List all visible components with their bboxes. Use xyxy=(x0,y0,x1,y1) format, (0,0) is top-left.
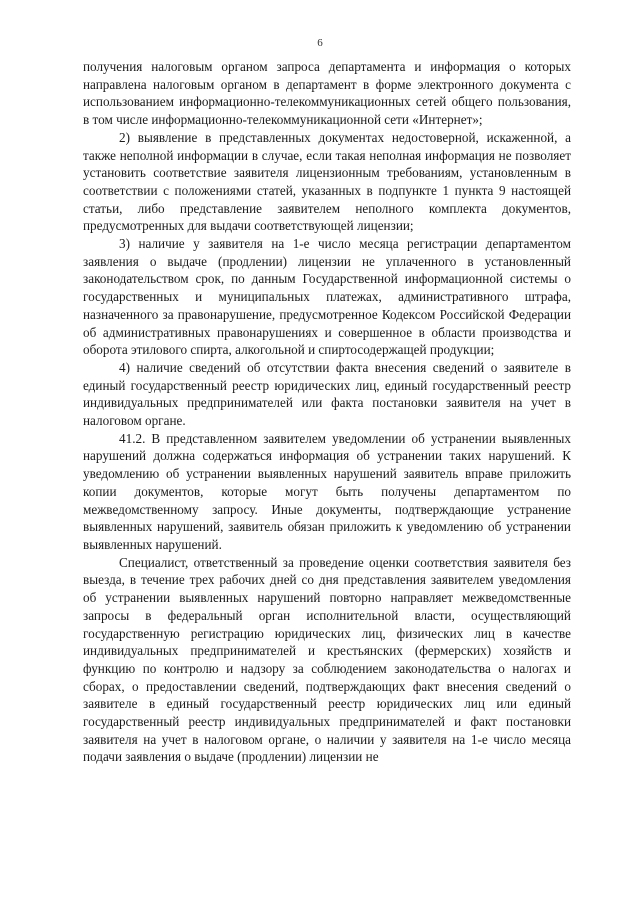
document-body xyxy=(83,58,571,766)
page-number: 6 xyxy=(317,37,323,49)
paragraph-41-2: 41.2. В представленном заявителем уведомлении об устранении выявленных нарушений должна содержаться информация об устранении таких нарушений. К уведомлению об устранении выявленных нарушений заявитель вправе приложить копии документов, которые могут быть получены департаментом по межведомственному запросу. Иные документы, подтверждающие устранение выявленных нарушений, заявитель обязан приложить к уведомлению об устранении выявленных нарушений. xyxy=(83,430,571,552)
paragraph-continuation: получения налоговым органом запроса департамента и информация о которых направлена налоговым органом в департамент в форме электронного документа с использованием информационно-телекоммуникационных сетей общего пользования, в том числе информационно-телекоммуникационной сети «Интернет»; xyxy=(83,59,571,128)
paragraph-specialist: Специалист, ответственный за проведение оценки соответствия заявителя без выезда, в течение трех рабочих дней со дня представления заявителем уведомления об устранении выявленных нарушений повторно направляет межведомственные запросы в федеральный орган исполнительной власти, осуществляющий государственную регистрацию юридических лиц, физических лиц в качестве индивидуальных предпринимателей и крестьянских (фермерских) хозяйств и функцию по контролю и надзору за соблюдением законодательства о налогах и сборах, о предоставлении сведений, подтверждающих факт внесения сведений о заявителе в единый государственный реестр юридических лиц или единый государственный реестр индивидуальных предпринимателей и факт постановки заявителя на учет в налоговом органе, о наличии у заявителя на 1-е число месяца подачи заявления о выдаче (продлении) лицензии не xyxy=(83,554,571,765)
paragraph-item-2: 2) выявление в представленных документах недостоверной, искаженной, а также неполной информации в случае, если такая неполная информация не позволяет установить соответствие заявителя лицензионным требованиям, установленным в соответствии с положениями статей, указанных в подпункте 1 пункта 9 настоящей статьи, либо представление заявителем неполного комплекта документов, предусмотренных для выдачи соответствующей лицензии; xyxy=(83,129,571,234)
paragraph-item-4: 4) наличие сведений об отсутствии факта внесения сведений о заявителе в единый государственный реестр юридических лиц, единый государственный реестр индивидуальных предпринимателей или факта постановки заявителя на учет в налоговом органе. xyxy=(83,359,571,429)
paragraph-item-3: 3) наличие у заявителя на 1-е число месяца регистрации департаментом заявления о выдаче (продлении) лицензии не уплаченного в установленный законодательством срок, по данным Государственной информационной системы о государственных и муниципальных платежах, административного штрафа, назначенного за правонарушение, предусмотренное Кодексом Российской Федерации об административных правонарушениях и совершенное в области производства и оборота этилового спирта, алкогольной и спиртосодержащей продукции; xyxy=(83,236,571,358)
